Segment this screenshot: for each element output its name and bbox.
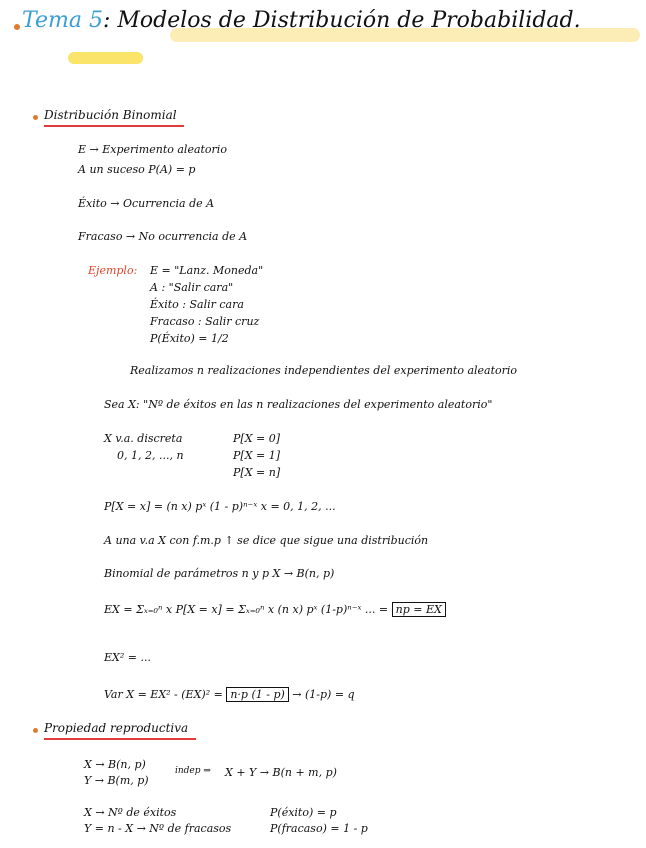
example-line: Fracaso : Salir cruz <box>150 315 260 328</box>
title-part1: Tema 5 <box>22 8 103 33</box>
var-formula <box>104 688 355 701</box>
va-right: P[X = n] <box>233 466 281 479</box>
heading-underline <box>44 738 196 740</box>
text-line: A una v.a X con f.m.p ↑ se dice que sigue una distribución <box>104 534 429 547</box>
bullet-icon <box>14 24 20 30</box>
example-line: E = "Lanz. Moneda" <box>150 264 264 277</box>
example-label: Ejemplo: <box>88 264 138 277</box>
example-line: P(Éxito) = 1/2 <box>150 332 229 345</box>
pmf-formula: P[X = x] = (n x) pˣ (1 - p)ⁿ⁻ˣ x = 0, 1, 2, ... <box>104 500 336 513</box>
ex-formula-text: EX = Σₓ₌₀ⁿ x P[X = x] = Σₓ₌₀ⁿ x (n x) pˣ (1-p)ⁿ⁻ˣ ... = <box>104 603 389 616</box>
subtitle-highlight <box>68 52 143 64</box>
text-line: Éxito → Ocurrencia de A <box>78 197 215 210</box>
text-line: Fracaso → No ocurrencia de A <box>78 230 248 243</box>
var-formula-text: Var X = EX² - (EX)² = <box>104 688 223 701</box>
text-line: Sea X: "Nº de éxitos en las n realizaciones del experimento aleatorio" <box>104 398 493 411</box>
var-tail: → (1-p) = q <box>292 688 355 701</box>
text-line: A un suceso P(A) = p <box>78 163 196 176</box>
last-left: X → Nº de éxitos <box>84 806 177 819</box>
va-left: 0, 1, 2, ..., n <box>117 449 184 462</box>
rep-right: X + Y → B(n + m, p) <box>225 766 337 779</box>
section-heading: Propiedad reproductiva <box>44 721 189 735</box>
heading-underline <box>44 125 184 127</box>
ex2-formula: EX² = ... <box>104 651 151 664</box>
section-heading: Distribución Binomial <box>44 108 177 122</box>
va-left: X v.a. discreta <box>104 432 183 445</box>
va-right: P[X = 0] <box>233 432 281 445</box>
var-result-box: n·p (1 - p) <box>226 687 288 702</box>
rep-left: X → B(n, p) <box>84 758 146 771</box>
ex-formula <box>104 603 446 616</box>
bullet-icon <box>33 115 38 120</box>
va-right: P[X = 1] <box>233 449 281 462</box>
title-part2: : Modelos de Distribución de Probabilidad. <box>102 8 581 33</box>
page-title <box>22 8 581 33</box>
example-line: A : "Salir cara" <box>150 281 234 294</box>
ex-result-box: np = EX <box>392 602 446 617</box>
text-line: E → Experimento aleatorio <box>78 143 227 156</box>
last-left: Y = n - X → Nº de fracasos <box>84 822 232 835</box>
last-right: P(éxito) = p <box>270 806 337 819</box>
last-right: P(fracaso) = 1 - p <box>270 822 368 835</box>
rep-left: Y → B(m, p) <box>84 774 149 787</box>
rep-mid: indep ⇒ <box>175 766 211 776</box>
bullet-icon <box>33 728 38 733</box>
text-line: Realizamos n realizaciones independientes del experimento aleatorio <box>130 364 518 377</box>
text-line: Binomial de parámetros n y p X → B(n, p) <box>104 567 335 580</box>
example-line: Éxito : Salir cara <box>150 298 244 311</box>
